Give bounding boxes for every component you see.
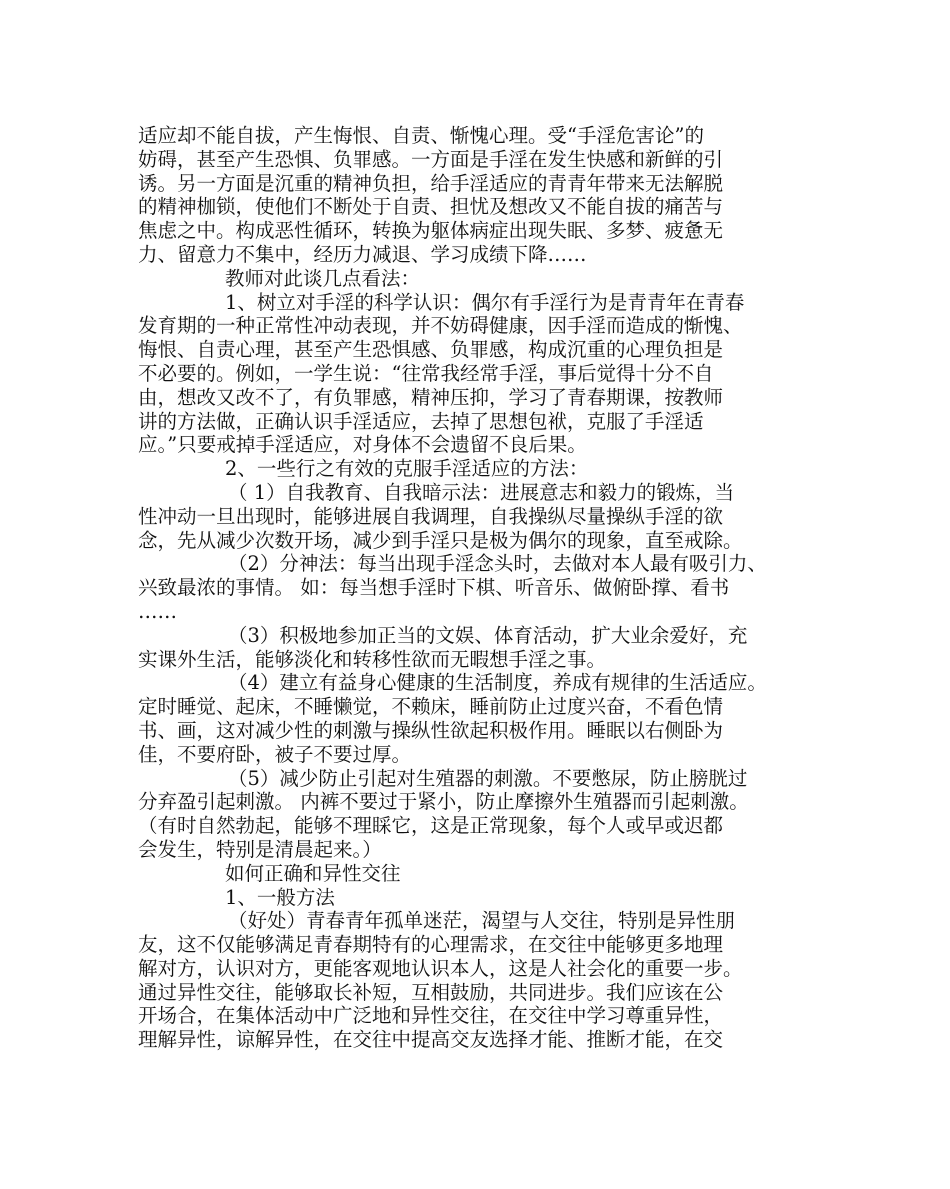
- text-line: 发育期的一种正常性冲动表现，并不妨碍健康，因手淫而造成的惭愧、: [138, 314, 743, 338]
- text-line: 由，想改又改不了，有负罪感，精神压抑，学习了青春期课，按教师: [138, 385, 724, 409]
- text-line: （有时自然勃起，能够不理睬它，这是正常现象，每个人或早或迟都: [138, 814, 724, 838]
- text-line: 1、树立对手淫的科学认识：偶尔有手淫行为是青青年在青春: [225, 290, 745, 314]
- text-line: 诱。另一方面是沉重的精神负担，给手淫适应的青青年带来无法解脱: [138, 171, 724, 195]
- text-line: （5）减少防止引起对生殖器的刺激。不要憋尿，防止膀胱过: [228, 766, 748, 790]
- text-line: 兴致最浓的事情。 如：每当想手淫时下棋、听音乐、做俯卧撑、看书: [138, 576, 730, 600]
- text-line: 书、画，这对减少性的刺激与操纵性欲起积极作用。睡眠以右侧卧为: [138, 718, 724, 742]
- text-line: 焦虑之中。构成恶性循环，转换为躯体病症出现失眠、多梦、疲惫无: [138, 219, 724, 243]
- text-line: 适应却不能自拔，产生悔恨、自责、惭愧心理。受“手淫危害论”的: [138, 124, 704, 147]
- text-line: （4）建立有益身心健康的生活制度，养成有规律的生活适应。: [228, 671, 767, 695]
- text-line: ……: [138, 599, 177, 623]
- text-line: 2、一些行之有效的克服手淫适应的方法：: [225, 457, 589, 481]
- text-line: 理解异性，谅解异性，在交往中提高交友选择才能、推断才能，在交: [138, 1028, 724, 1052]
- text-line: （3）积极地参加正当的文娱、体育活动，扩大业余爱好，充: [228, 623, 748, 647]
- text-line: 讲的方法做，正确认识手淫适应，去掉了思想包袱，克服了手淫适: [138, 409, 704, 433]
- text-line: 实课外生活，能够淡化和转移性欲而无暇想手淫之事。: [138, 647, 607, 671]
- text-line: （ 1）自我教育、自我暗示法：进展意志和毅力的锻炼，当: [228, 480, 735, 504]
- text-line: 定时睡觉、起床，不睡懒觉，不赖床，睡前防止过度兴奋，不看色情: [138, 695, 724, 719]
- text-line: 分弃盈引起刺激。 内裤不要过于紧小，防止摩擦外生殖器而引起刺激。: [138, 790, 749, 814]
- text-line: （好处）青春青年孤单迷茫，渴望与人交往，特别是异性朋: [228, 909, 736, 933]
- text-line: 会发生，特别是清晨起来。）: [138, 837, 382, 861]
- text-line: 悔恨、自责心理，甚至产生恐惧感、负罪感，构成沉重的心理负担是: [138, 338, 724, 362]
- text-line: 不必要的。例如，一学生说：“往常我经常手淫，事后觉得十分不自: [138, 361, 714, 385]
- text-line: 教师对此谈几点看法：: [225, 266, 421, 290]
- text-line: 佳，不要府卧，被子不要过厚。: [138, 742, 412, 766]
- text-line: 友，这不仅能够满足青春期特有的心理需求，在交往中能够更多地理: [138, 933, 724, 957]
- text-line: 应。”只要戒掉手淫适应，对身体不会遗留不良后果。: [138, 433, 587, 457]
- text-line: 开场合，在集体活动中广泛地和异性交往，在交往中学习尊重异性，: [138, 1004, 724, 1028]
- text-line: 如何正确和异性交往: [225, 861, 401, 885]
- text-line: （2）分神法：每当出现手淫念头时，去做对本人最有吸引力、: [228, 552, 767, 576]
- text-line: 性冲动一旦出现时，能够进展自我调理，自我操纵尽量操纵手淫的欲: [138, 504, 724, 528]
- text-line: 解对方，认识对方，更能客观地认识本人，这是人社会化的重要一步。: [138, 956, 743, 980]
- text-line: 妨碍，甚至产生恐惧、负罪感。一方面是手淫在发生快感和新鲜的引: [138, 147, 724, 171]
- text-line: 1、一般方法: [225, 885, 335, 909]
- text-line: 念，先从减少次数开场，减少到手淫只是极为偶尔的现象，直至戒除。: [138, 528, 743, 552]
- text-line: 的精神枷锁，使他们不断处于自责、担忧及想改又不能自拔的痛苦与: [138, 195, 724, 219]
- text-line: 力、留意力不集中，经历力减退、学习成绩下降……: [138, 242, 587, 266]
- document-body-text: [138, 124, 818, 1052]
- text-line: 通过异性交往，能够取长补短，互相鼓励，共同进步。我们应该在公: [138, 980, 724, 1004]
